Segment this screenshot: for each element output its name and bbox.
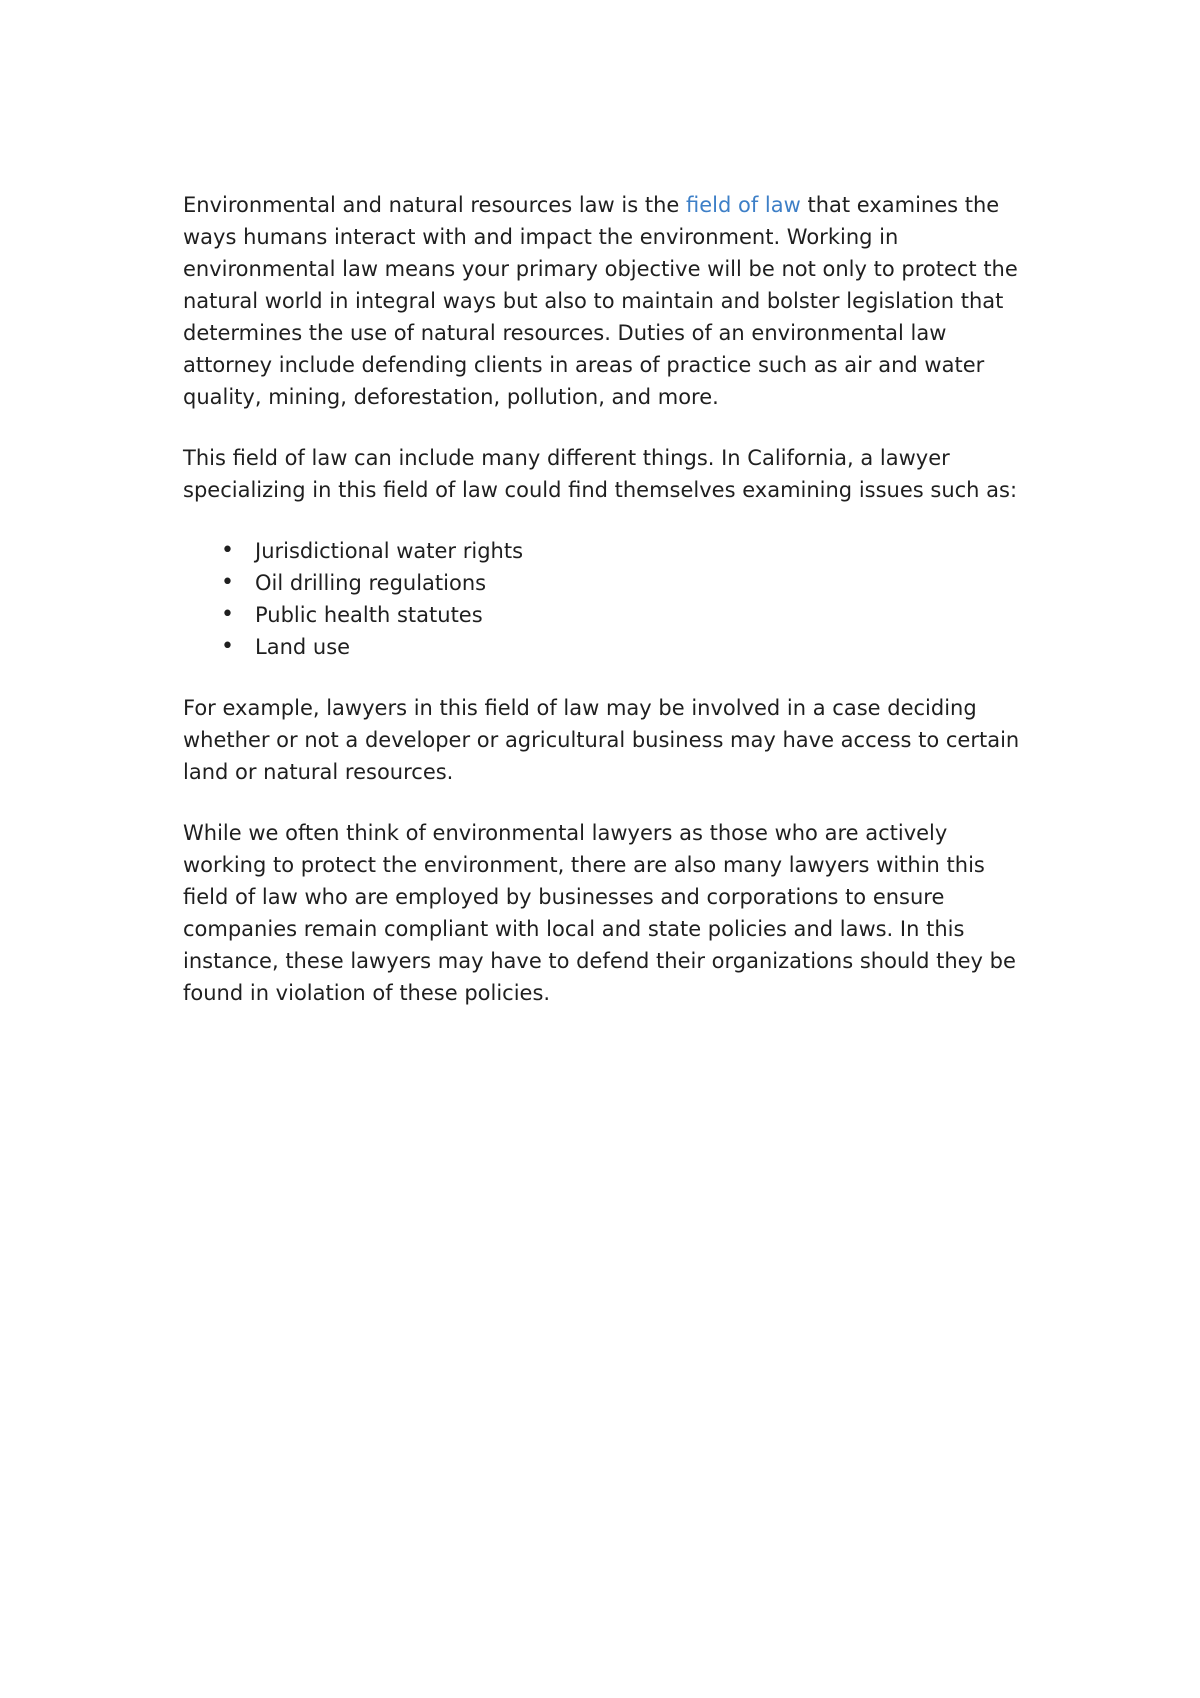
intro-text-start: Environmental and natural resources law is the [183,193,686,217]
list-item-text: Public health statutes [255,603,483,627]
list-item [183,631,1023,663]
bullet-icon: • [221,538,234,563]
list-item-text: Oil drilling regulations [255,571,487,595]
list-item [183,567,1023,599]
corporate-paragraph: While we often think of environmental lawyers as those who are actively working to protect the environment, there are also many lawyers within this field of law who are employed by businesses and corporations to ensure companies remain compliant with local and state policies and laws. In this instance, these lawyers may have to defend their organizations should they be found in violation of these policies. [183,821,1016,1005]
bullet-icon: • [221,634,234,659]
list-item [183,599,1023,631]
list-item-text: Jurisdictional water rights [255,539,524,563]
list-item [183,535,1023,567]
bullet-icon: • [221,602,234,627]
bullet-icon: • [221,570,234,595]
issues-list [183,535,1023,663]
field-of-law-link[interactable]: field of law [685,193,801,217]
document-page [183,189,1023,1038]
intro-text-end: that examines the ways humans interact with and impact the environment. Working in environmental law means your primary objective will be not only to protect the natural world in integral ways but also to maintain and bolster legislation that determines the use of natural resources. Duties of an environmental law attorney include defending clients in areas of practice such as air and water quality, mining, deforestation, pollution, and more. [183,193,1018,409]
intro-paragraph [183,189,1023,413]
scope-paragraph: This field of law can include many different things. In California, a lawyer specializing in this field of law could find themselves examining issues such as: [183,446,1018,502]
list-item-text: Land use [255,635,351,659]
example-paragraph: For example, lawyers in this field of law may be involved in a case deciding whether or not a developer or agricultural business may have access to certain land or natural resources. [183,696,1020,784]
